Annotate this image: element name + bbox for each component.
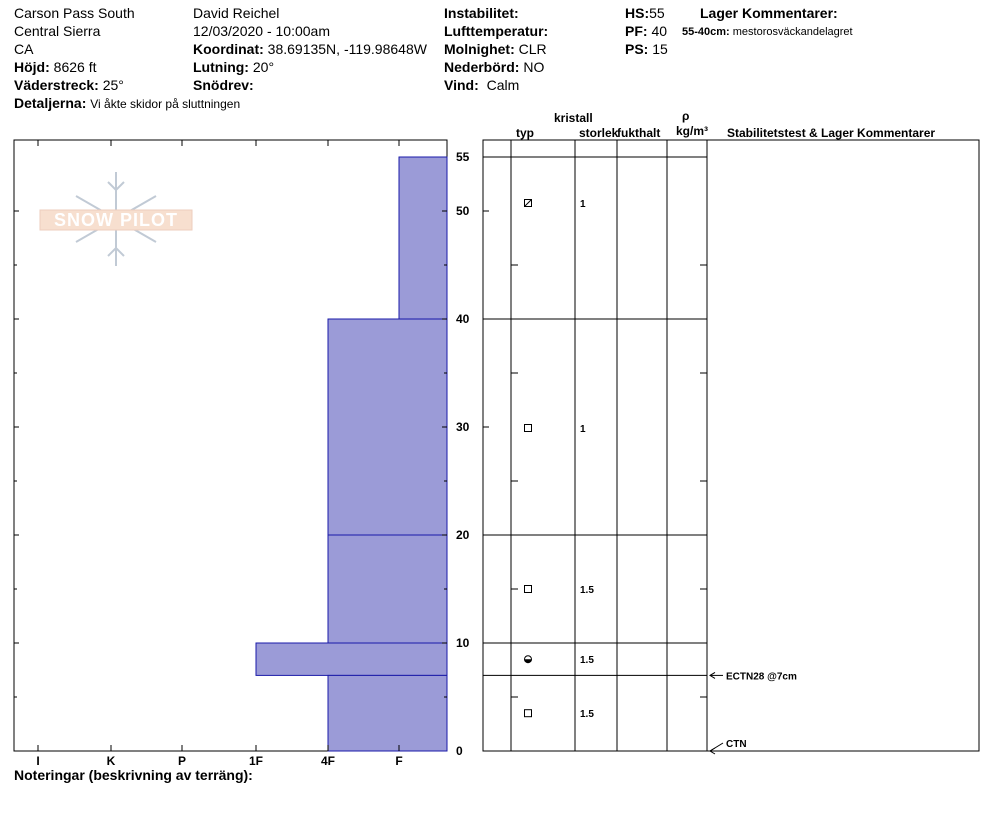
depth-tick-label: 20	[456, 528, 470, 542]
pf-value: 40	[651, 23, 668, 39]
mountain-range: Central Sierra	[14, 23, 101, 39]
location-name: Carson Pass South	[14, 5, 135, 21]
ps-label: PS:	[625, 41, 649, 57]
size-column-header: storlek	[579, 126, 619, 140]
hardness-bar	[328, 675, 447, 751]
precipitation-value: NO	[523, 59, 545, 75]
crystal-square-icon	[525, 710, 532, 717]
crystal-size-value: 1	[580, 199, 586, 210]
observation-datetime: 12/03/2020 - 10:00am	[193, 23, 330, 39]
density-unit: kg/m³	[676, 124, 709, 138]
hardness-tick-label: P	[177, 754, 187, 768]
depth-tick-label: 10	[456, 636, 470, 650]
drift-label: Snödrev:	[193, 77, 254, 93]
crystal-type-symbol	[525, 586, 532, 593]
details-label: Detaljerna:	[14, 95, 87, 111]
crystal-type-symbol	[525, 425, 532, 432]
layer-comments-title: Lager Kommentarer:	[700, 5, 838, 21]
layer-comment-text: mestorosväckandelagret	[732, 26, 853, 38]
crystal-type-symbol	[525, 710, 532, 717]
details-value: Vi åkte skidor på sluttningen	[90, 97, 241, 111]
wind-label: Vind:	[444, 77, 479, 93]
hardness-bar	[256, 643, 447, 675]
coordinates-value: 38.69135N, -119.98648W	[267, 41, 427, 57]
stability-test-label: CTN	[726, 739, 747, 750]
ps-value: 15	[652, 41, 668, 57]
stability-test-label: ECTN28 @7cm	[726, 671, 797, 683]
crystal-size-value: 1.5	[580, 709, 594, 721]
hardness-tick-label: 1F	[248, 754, 264, 768]
crystal-size-value: 1.5	[580, 655, 594, 667]
depth-tick-label: 30	[456, 420, 470, 434]
depth-tick-label: 50	[456, 204, 470, 218]
depth-tick-label: 0	[456, 744, 463, 758]
crystal-type-symbol	[525, 200, 532, 207]
elevation-value: 8626 ft	[53, 59, 97, 75]
snowpilot-logo	[40, 172, 192, 266]
aspect-value: 25°	[102, 77, 124, 93]
elevation-label: Höjd:	[14, 59, 50, 75]
depth-tick-label: 55	[456, 150, 470, 164]
type-column-header: typ	[516, 126, 534, 140]
terrain-notes-label: Noteringar (beskrivning av terräng):	[14, 767, 253, 783]
slope-value: 20°	[252, 59, 275, 75]
layer-table-frame	[483, 140, 979, 751]
hs-label: HS:	[625, 5, 650, 21]
crystal-size-value: 1	[580, 424, 586, 435]
pf-label: PF:	[625, 23, 648, 39]
crystal-square-icon	[525, 425, 532, 432]
crystal-square-icon	[525, 586, 532, 593]
density-symbol: ρ	[682, 109, 690, 123]
observer-name: David Reichel	[193, 5, 280, 21]
state: CA	[14, 41, 34, 57]
hardness-tick-label: 4F	[320, 754, 336, 768]
hardness-bar	[328, 535, 447, 643]
cloud-cover-value: CLR	[518, 41, 547, 57]
instability-label: Instabilitet:	[444, 5, 519, 21]
moisture-column-header: fukthalt	[617, 126, 661, 140]
hs-value: 55	[649, 5, 665, 21]
crystal-group-header: kristall	[554, 111, 593, 125]
precipitation-label: Nederbörd:	[444, 59, 520, 75]
layer-comment-range: 55-40cm:	[682, 26, 730, 38]
stability-column-header: Stabilitetstest & Lager Kommentarer	[727, 126, 936, 140]
air-temperature-label: Lufttemperatur:	[444, 23, 549, 39]
depth-tick-label: 40	[456, 312, 470, 326]
crystal-size-value: 1.5	[580, 585, 594, 596]
hardness-tick-label: I	[36, 754, 40, 768]
hardness-tick-label: F	[395, 754, 403, 768]
hardness-tick-label: K	[106, 754, 116, 768]
cloud-cover-label: Molnighet:	[444, 41, 515, 57]
coordinates-label: Koordinat:	[193, 41, 264, 57]
logo-text: SNOW PILOT	[54, 210, 178, 230]
wind-value: Calm	[486, 77, 520, 93]
slope-label: Lutning:	[193, 59, 249, 75]
hardness-bar	[328, 319, 447, 535]
aspect-label: Väderstreck:	[14, 77, 99, 93]
crystal-type-symbol	[525, 656, 532, 663]
hardness-bar	[399, 157, 447, 319]
